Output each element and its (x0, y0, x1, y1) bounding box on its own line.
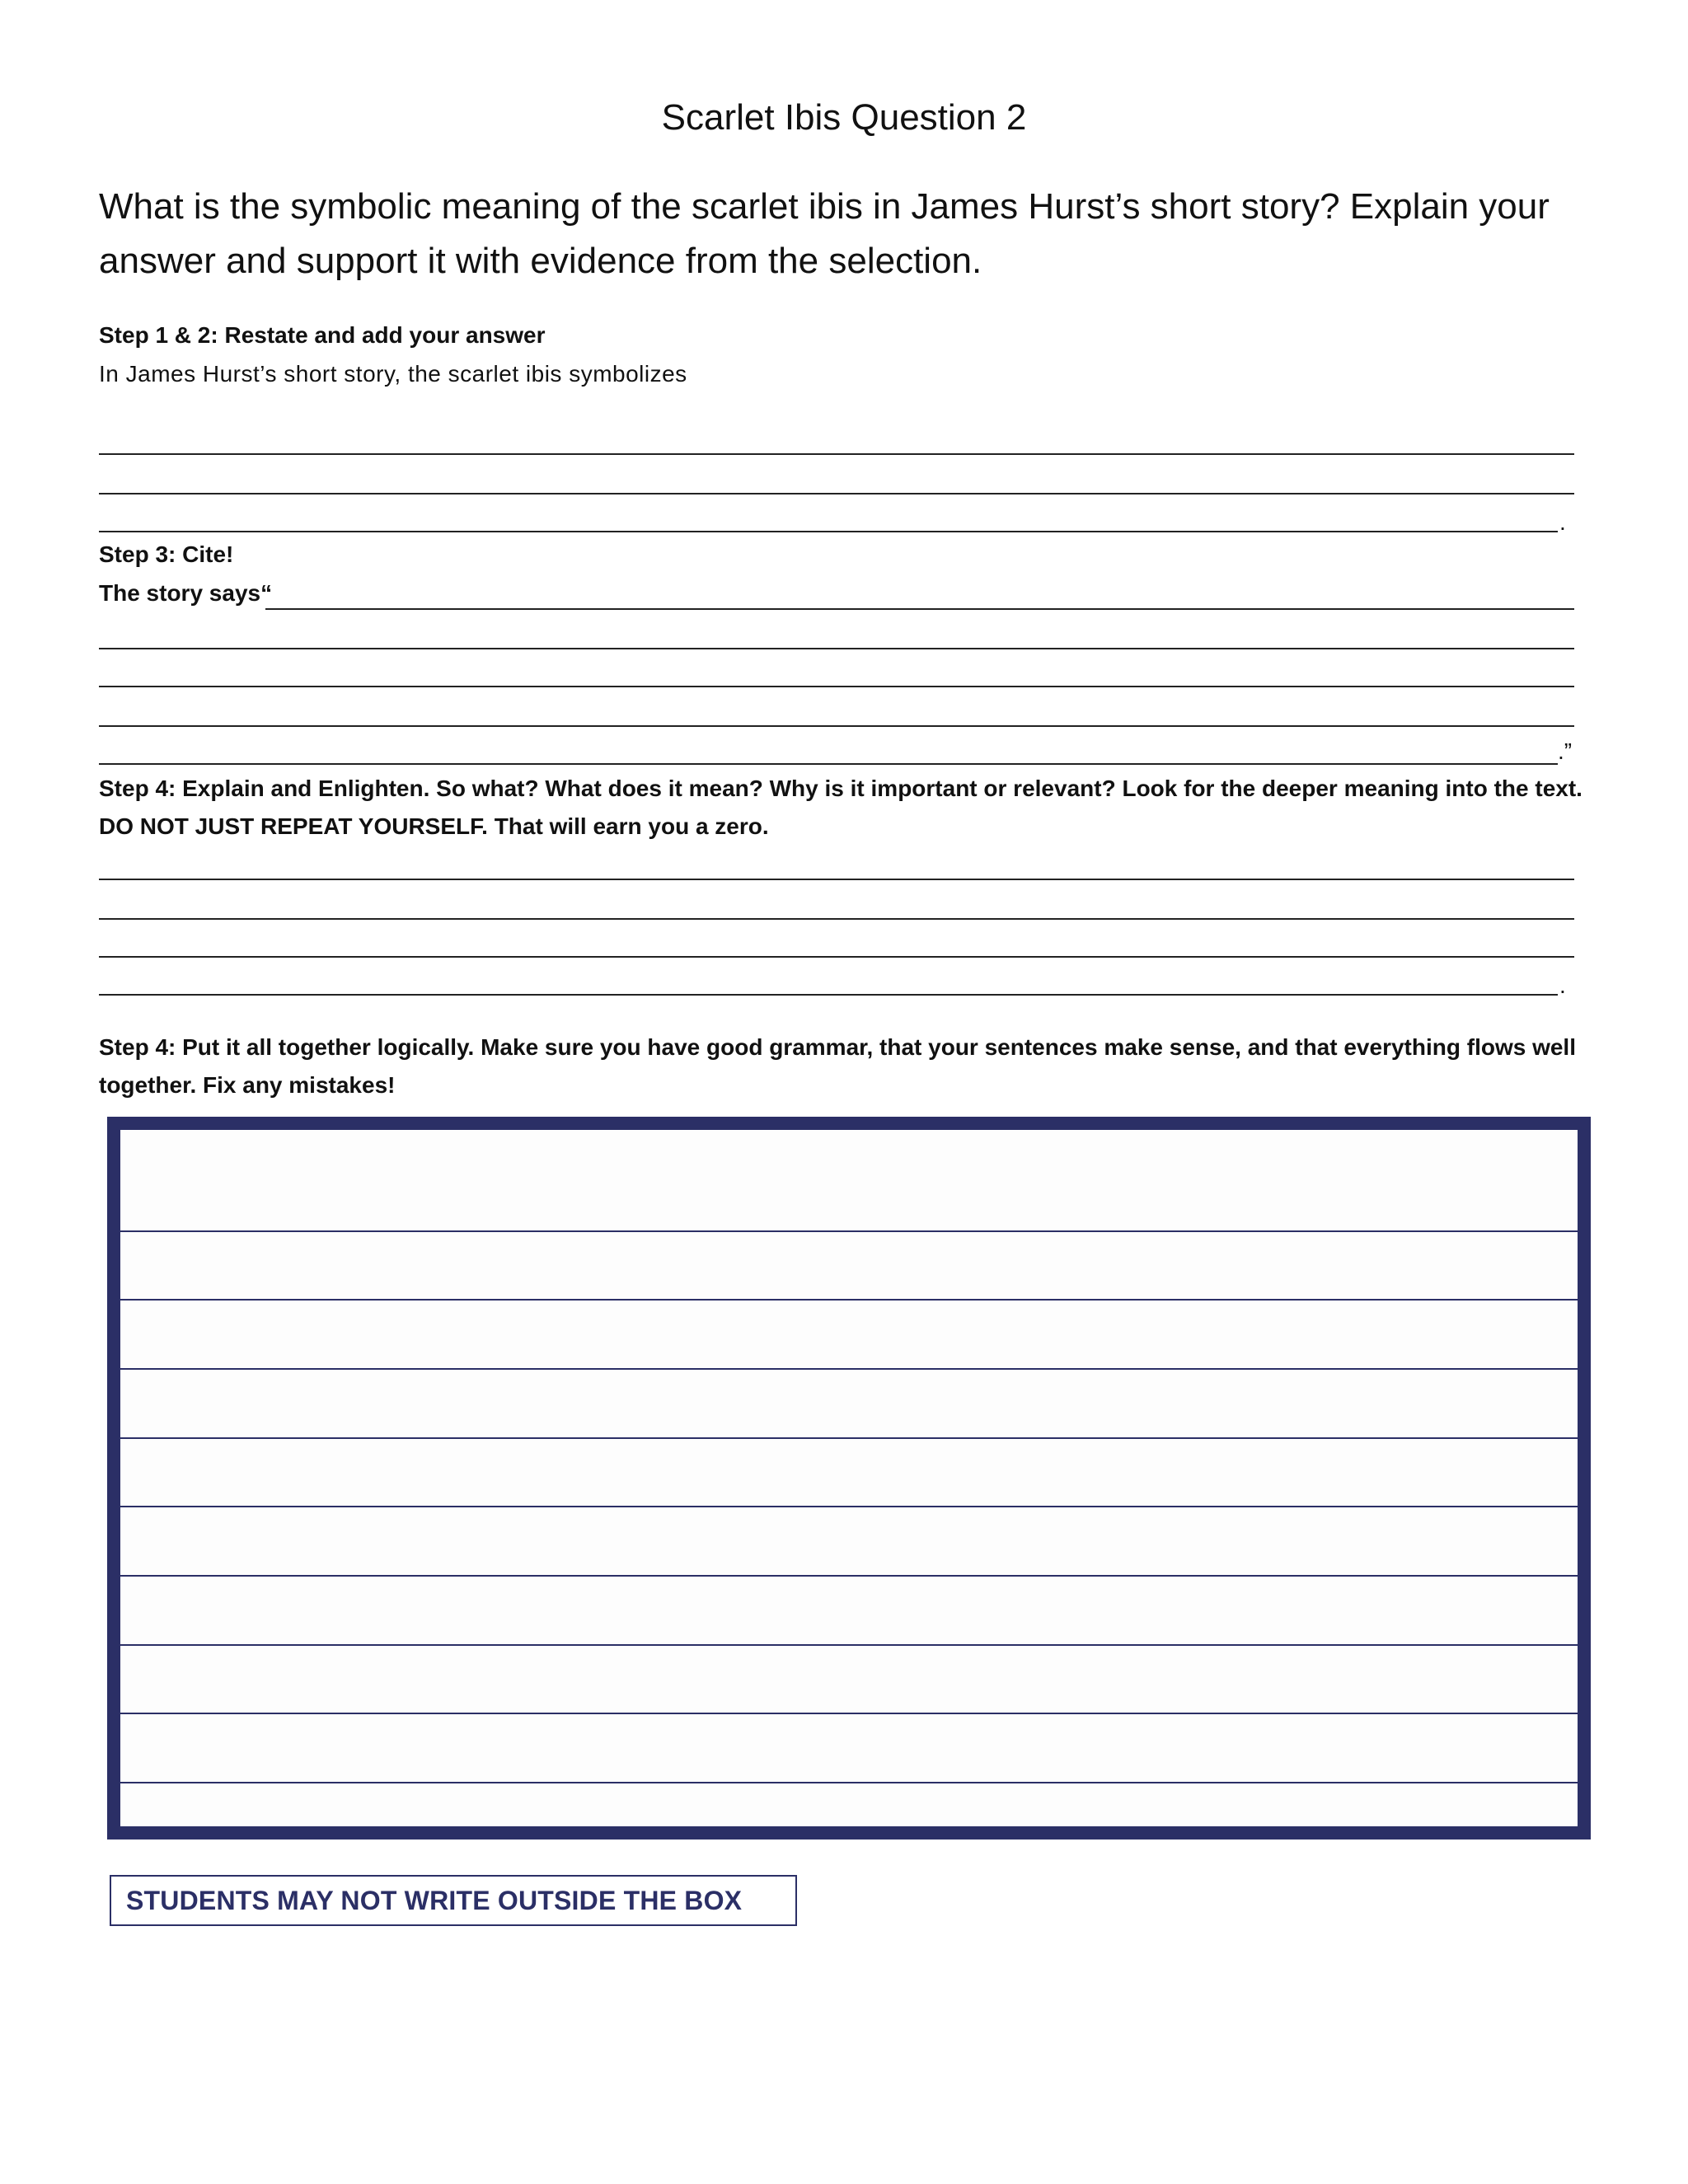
step-1-2-heading: Step 1 & 2: Restate and add your answer (99, 322, 546, 348)
step-3-heading: Step 3: Cite! (99, 541, 234, 567)
box-line-9 (120, 1782, 1578, 1783)
explain-line-3[interactable] (99, 956, 1574, 958)
box-line-4 (120, 1437, 1578, 1439)
answer-line-3[interactable] (99, 531, 1558, 532)
explain-line-1[interactable] (99, 879, 1574, 880)
answer-line-1[interactable] (99, 453, 1574, 455)
step-4-explain-heading: Step 4: Explain and Enlighten. So what? What does it mean? Why is it important or relevant? Look for the deeper meaning into the text. DO NOT JUST REPEAT YOURSELF. That will earn you a zero. (99, 776, 1582, 839)
cite-line-2[interactable] (99, 648, 1574, 649)
answer-line-3-period: . (1559, 509, 1566, 535)
warning-notice (110, 1875, 797, 1926)
explain-line-4[interactable] (99, 994, 1558, 996)
question-prompt: What is the symbolic meaning of the scarlet ibis in James Hurst’s short story? Explain your answer and support it with evidence from the selection. (99, 186, 1550, 281)
box-line-1 (120, 1230, 1578, 1232)
box-line-2 (120, 1299, 1578, 1301)
explain-line-2[interactable] (99, 918, 1574, 920)
step-1-2-prompt: In James Hurst’s short story, the scarlet ibis symbolizes (99, 361, 687, 387)
cite-line-3[interactable] (99, 686, 1574, 687)
cite-line-4[interactable] (99, 725, 1574, 727)
box-line-6 (120, 1575, 1578, 1577)
box-line-7 (120, 1644, 1578, 1646)
final-answer-box[interactable] (107, 1117, 1591, 1840)
box-line-8 (120, 1713, 1578, 1714)
step-4-together-heading: Step 4: Put it all together logically. Make sure you have good grammar, that your sentences make sense, and that everything flows well together. Fix any mistakes! (99, 1034, 1576, 1098)
page-title: Scarlet Ibis Question 2 (661, 97, 1027, 138)
explain-line-4-period: . (1559, 972, 1566, 998)
box-line-5 (120, 1506, 1578, 1507)
warning-text: STUDENTS MAY NOT WRITE OUTSIDE THE BOX (126, 1885, 743, 1915)
cite-line-1[interactable] (265, 608, 1574, 610)
cite-line-5[interactable] (99, 763, 1558, 765)
answer-line-2[interactable] (99, 493, 1574, 494)
box-line-3 (120, 1368, 1578, 1370)
cite-line-5-close-quote: .” (1558, 738, 1573, 764)
cite-label: The story says“ (99, 580, 273, 606)
